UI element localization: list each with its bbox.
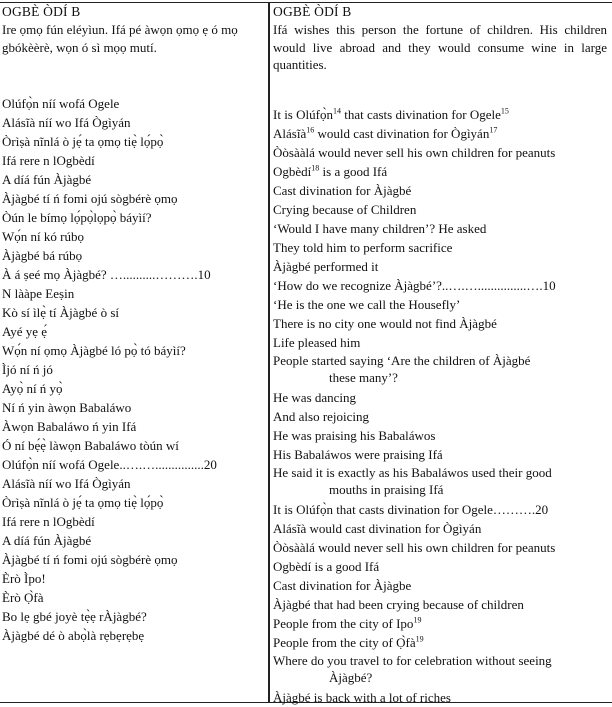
verse-text: Àjàgbé that had been crying because of children	[273, 597, 524, 612]
english-verse-line	[273, 181, 607, 200]
footnote-marker: 16	[306, 125, 315, 135]
english-verse-line	[273, 576, 607, 595]
english-verse-line	[273, 200, 607, 219]
yoruba-verse-line: A díá fún Àjàgbé	[2, 172, 92, 187]
yoruba-verse-line: Ó ní bẹ́ẹ̀ làwọn Babaláwo tòún wí	[2, 438, 179, 453]
yoruba-verse-line: Àwọn Babaláwo ń yin Ifá	[2, 419, 137, 434]
footnote-marker: 15	[500, 106, 509, 116]
yoruba-verse-line: Wọ́n ní kó rúbọ	[2, 229, 84, 244]
yoruba-verse-line: Wọ́n ní ọmọ Àjàgbé ló pọ̀ tó báyìí?	[2, 343, 186, 358]
verse-text: Crying because of Children	[273, 202, 417, 217]
yoruba-verse-line: Alásĩà níí wo Ifá Ògìyán	[2, 115, 131, 130]
english-verse-line	[273, 295, 607, 314]
verse-text: Life pleased him	[273, 335, 361, 350]
verse-continuation: Àjàgbé?	[329, 670, 373, 685]
yoruba-verse-line: N lààpe Eeṣin	[2, 286, 75, 301]
verse-text: Alásĩà	[273, 126, 307, 141]
english-verse-line	[273, 407, 607, 426]
footnote-marker: 18	[311, 163, 320, 173]
column-divider	[268, 2, 270, 702]
verse-text: People started saying ‘Are the children of Àjàgbé	[273, 353, 531, 368]
english-verse-line	[273, 219, 607, 238]
english-verse-line	[273, 257, 607, 276]
yoruba-verse-line: Ní ń yin àwọn Babaláwo	[2, 400, 132, 415]
yoruba-verse-line: Ayọ̀ ní ń yọ̀	[2, 381, 63, 396]
english-verse-line	[273, 388, 607, 407]
english-verse-line	[273, 519, 607, 538]
english-verse-line	[273, 238, 607, 257]
english-verse-line	[273, 426, 607, 445]
verse-text: Òòsààlá would never sell his own children for peanuts	[273, 540, 556, 555]
verse-continuation: mouths in praising Ifá	[329, 482, 444, 497]
english-verse-line	[273, 538, 607, 557]
english-verses	[273, 105, 607, 707]
yoruba-verse-line: Ìjó ní ń jó	[2, 362, 53, 377]
yoruba-verse-line: Àjàgbé tí ń fomi ojú sògbérè ọmọ	[2, 552, 178, 567]
verse-text: Cast divination for Àjàgbé	[273, 183, 412, 198]
yoruba-verses	[2, 94, 264, 645]
verse-text: Òòsààlá would never sell his own children for peanuts	[273, 145, 556, 160]
verse-text: ‘Would I have many children’? He asked	[273, 221, 487, 236]
yoruba-heading: OGBÈ ÒDÍ B	[2, 4, 81, 19]
yoruba-verse-line: Òrìṣà nĩnlá ò jẹ́ ta ọmọ tiẹ̀ lọ́pọ̀	[2, 495, 164, 510]
verse-text: And also rejoicing	[273, 409, 370, 424]
verse-text-rest: would cast divination for Ògìyán	[314, 126, 490, 141]
yoruba-verse-line: Àjàgbé dé ò abọ̀là rẹbẹrẹbẹ	[2, 628, 145, 643]
verse-text: Àjàgbé is back with a lot of riches	[273, 690, 451, 705]
english-verse-line	[273, 333, 607, 352]
verse-text: ‘How do we recognize Àjàgbé’?..….…...............….10	[273, 278, 556, 293]
verse-text: It is Olúfọ̀n that casts divination for Ogele……….20	[273, 502, 549, 517]
yoruba-verse-line: Ifá rere n lOgbèdí	[2, 514, 95, 529]
verse-text: He was dancing	[273, 390, 357, 405]
yoruba-verse-line: À á ṣeé mọ Àjàgbé? …..........……….10	[2, 267, 211, 282]
yoruba-verse-line: Èrò Ìpo!	[2, 571, 46, 586]
english-verse-line	[273, 595, 607, 614]
footnote-marker: 17	[489, 125, 498, 135]
verse-text: Ogbèdí	[273, 164, 312, 179]
verse-text-rest: that casts divination for Ogele	[340, 107, 501, 122]
top-rule	[0, 2, 612, 3]
yoruba-verse-line: Ifá rere n lOgbèdí	[2, 153, 95, 168]
english-heading: OGBÈ ÒDÍ B	[273, 4, 352, 19]
verse-text: He said it is exactly as his Babaláwos used their good	[273, 465, 552, 480]
english-verse-line	[273, 445, 607, 464]
english-verse-line	[273, 688, 607, 707]
english-verse-line	[273, 105, 607, 124]
verse-text: Ogbèdí is a good Ifá	[273, 559, 380, 574]
english-verse-line	[273, 464, 607, 500]
verse-text: People from the city of Ọ̀fà	[273, 635, 416, 650]
yoruba-verse-line: Olúfọ̀n níí wofá Ogele..….…...............20	[2, 457, 217, 472]
footnote-marker: 14	[332, 106, 341, 116]
verse-text: He was praising his Babaláwos	[273, 428, 436, 443]
verse-text: Alásĩà would cast divination for Ògìyán	[273, 521, 482, 536]
english-verse-line	[273, 143, 607, 162]
english-intro: Ifá wishes this person the fortune of children. His children would live abroad and they would consume wine in large quantities.	[273, 22, 607, 73]
verse-text: ‘He is the one we call the Housefly’	[273, 297, 461, 312]
verse-text-rest: is a good Ifá	[319, 164, 388, 179]
yoruba-verse-line: Òrìṣà nĩnlá ò jẹ́ ta ọmọ tiẹ̀ lọ́pọ̀	[2, 134, 164, 149]
yoruba-verse-line: Alásĩà níí wo Ifá Ògìyán	[2, 476, 131, 491]
verse-text: Cast divination for Àjàgbe	[273, 578, 412, 593]
english-verse-line	[273, 557, 607, 576]
verse-text: People from the city of Ipo	[273, 616, 414, 631]
yoruba-verse-line: Àjàgbé bá rúbọ	[2, 248, 83, 263]
yoruba-verse-line: Òún le bímọ lọ́pọ̀lọpọ̀ báyìí?	[2, 210, 152, 225]
yoruba-verse-line: Àjàgbé tí ń fomi ojú sògbérè ọmọ	[2, 191, 178, 206]
footnote-marker: 19	[413, 615, 422, 625]
yoruba-verse-line: Bo lẹ gbé joyè tẹ̀ẹ rÀjàgbé?	[2, 609, 147, 624]
yoruba-verse-line: Olúfọ̀n níí wofá Ogele	[2, 96, 120, 111]
yoruba-verse-line: Èrò Ọ̀fà	[2, 590, 44, 605]
yoruba-verse-line: Kò sí ìlẹ̀ tí Àjàgbé ò sí	[2, 305, 119, 320]
english-verse-line	[273, 162, 607, 181]
verse-text: They told him to perform sacrifice	[273, 240, 453, 255]
yoruba-verse-line: A díá fún Àjàgbé	[2, 533, 92, 548]
verse-text: His Babaláwos were praising Ifá	[273, 447, 443, 462]
english-verse-line	[273, 652, 607, 688]
yoruba-verse-line: Ayé yẹ ẹ́	[2, 324, 48, 339]
english-verse-line	[273, 352, 607, 388]
english-verse-line	[273, 500, 607, 519]
english-verse-line	[273, 633, 607, 652]
verse-continuation: these many’?	[329, 370, 398, 385]
verse-text: There is no city one would not find Àjàgbé	[273, 316, 497, 331]
verse-text: It is Olúfọ̀n	[273, 107, 333, 122]
english-verse-line	[273, 314, 607, 333]
verse-text: Àjàgbé performed it	[273, 259, 379, 274]
verse-text: Where do you travel to for celebration without seeing	[273, 653, 552, 668]
english-verse-line	[273, 124, 607, 143]
english-verse-line	[273, 276, 607, 295]
footnote-marker: 19	[415, 634, 424, 644]
english-verse-line	[273, 614, 607, 633]
yoruba-intro: Ire ọmọ fún eléyìun. Ifá pé àwọn ọmọ ẹ ó mọ gbókèèrè, wọn ó sì mọọ mutí.	[2, 22, 238, 55]
